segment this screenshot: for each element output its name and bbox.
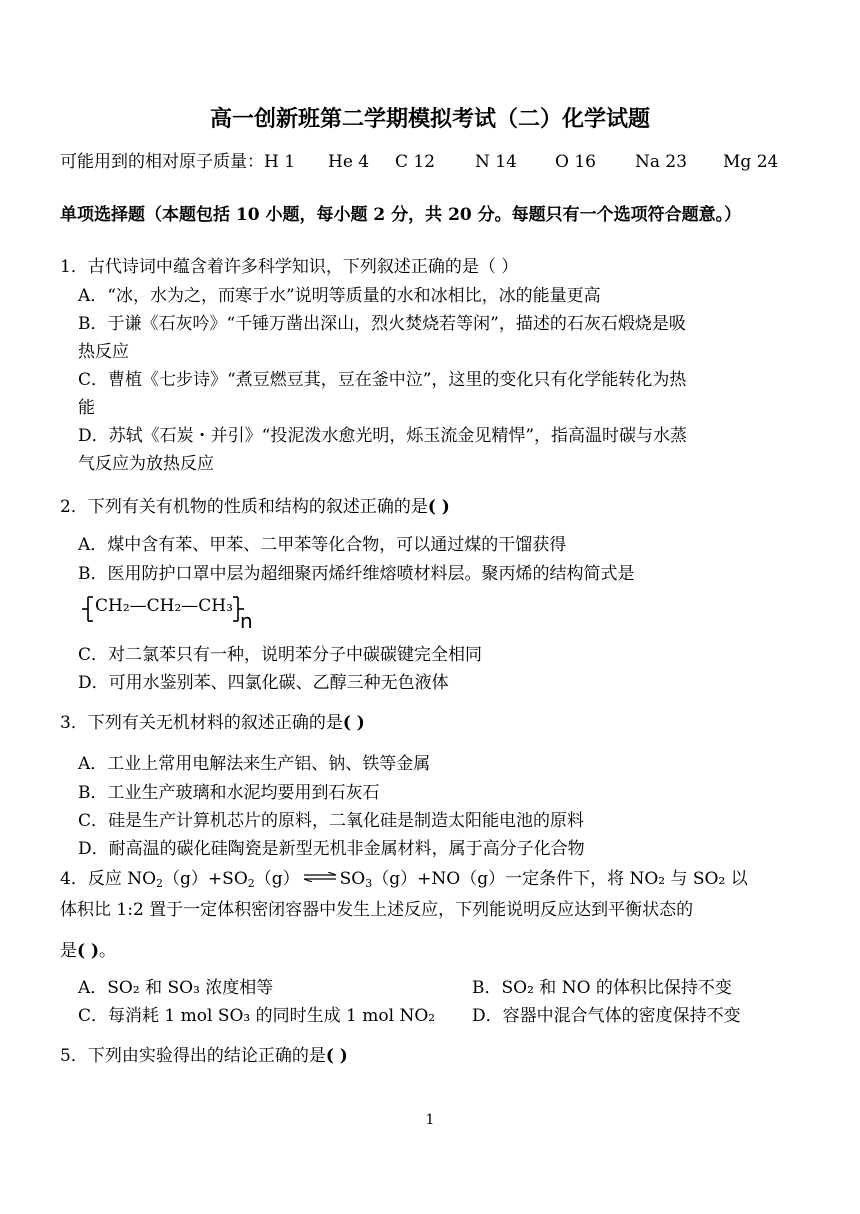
question-2-option-c: C．对二氯苯只有一种，说明苯分子中碳碳键完全相同 bbox=[78, 645, 483, 665]
question-3-option-b: B．工业生产玻璃和水泥均要用到石灰石 bbox=[78, 783, 380, 803]
question-4-stem-line3-end: 。 bbox=[99, 941, 117, 961]
equilibrium-arrow-icon bbox=[302, 872, 338, 882]
page-title: 高一创新班第二学期模拟考试（二）化学试题 bbox=[209, 106, 650, 132]
question-2-option-d: D．可用水鉴别苯、四氯化碳、乙醇三种无色液体 bbox=[78, 673, 449, 693]
question-4-option-c: C．每消耗 1 mol SO₃ 的同时生成 1 mol NO₂ bbox=[78, 1006, 436, 1026]
question-4-stem-line2: 体积比 1:2 置于一定体积密闭容器中发生上述反应，下列能说明反应达到平衡状态的 bbox=[60, 900, 694, 920]
question-2-option-a: A．煤中含有苯、甲苯、二甲苯等化合物，可以通过煤的干馏获得 bbox=[78, 535, 567, 555]
atomic-mass-item: N 14 bbox=[475, 152, 517, 172]
question-5-stem-text: 5．下列由实验得出的结论正确的是 bbox=[60, 1046, 326, 1066]
question-4-stem-line3-text: 是 bbox=[60, 941, 77, 961]
question-3-stem-text: 3．下列有关无机材料的叙述正确的是 bbox=[60, 713, 343, 733]
question-4-stem-suffix: 一定条件下，将 NO₂ 与 SO₂ 以 bbox=[505, 869, 748, 889]
answer-parentheses: ( ) bbox=[77, 941, 100, 961]
question-1-option-d: D．苏轼《石炭・并引》“投泥泼水愈光明，烁玉流金见精悍”，指高温时碳与水蒸 bbox=[78, 426, 688, 446]
question-1-option-c-cont: 能 bbox=[78, 398, 95, 418]
question-2-stem bbox=[60, 495, 450, 519]
question-2-stem-text: 2．下列有关有机物的性质和结构的叙述正确的是 bbox=[60, 497, 428, 517]
atomic-mass-label: 可能用到的相对原子质量： bbox=[60, 152, 264, 172]
page-number: 1 bbox=[425, 1112, 435, 1128]
polymer-repeat-unit: CH₂—CH₂—CH₃ bbox=[95, 596, 233, 616]
question-1-stem: 1．古代诗词中蕴含着许多科学知识，下列叙述正确的是（ ） bbox=[60, 257, 519, 277]
question-4-stem-line3 bbox=[60, 939, 116, 963]
question-4-option-b: B．SO₂ 和 NO 的体积比保持不变 bbox=[472, 978, 732, 998]
atomic-mass-line bbox=[60, 150, 778, 174]
atomic-mass-item: H 1 bbox=[264, 152, 296, 172]
answer-parentheses: ( ) bbox=[427, 497, 450, 517]
question-3-stem bbox=[60, 711, 365, 735]
atomic-mass-item: C 12 bbox=[395, 152, 436, 172]
atomic-mass-item: He 4 bbox=[328, 152, 370, 172]
polymer-degree-n: n bbox=[240, 609, 253, 633]
question-1-option-b-cont: 热反应 bbox=[78, 342, 129, 362]
question-4-stem: 4．反应 $NO_2(g)+SO_2(g)$ $SO_3(g)+NO(g)$一定条件下，将 NO₂ 与 SO₂ 以 bbox=[60, 869, 748, 890]
question-2-option-b: B．医用防护口罩中层为超细聚丙烯纤维熔喷材料层。聚丙烯的结构简式是 bbox=[78, 564, 635, 584]
answer-parentheses: ( ) bbox=[342, 713, 365, 733]
atomic-mass-item: Na 23 bbox=[635, 152, 688, 172]
question-4-option-a: A．SO₂ 和 SO₃ 浓度相等 bbox=[78, 978, 274, 998]
atomic-mass-item: Mg 24 bbox=[723, 152, 779, 172]
polypropylene-formula bbox=[82, 593, 252, 639]
question-4-option-d: D．容器中混合气体的密度保持不变 bbox=[472, 1006, 741, 1026]
question-1-option-c: C．曹植《七步诗》“煮豆燃豆萁，豆在釜中泣”，这里的变化只有化学能转化为热 bbox=[78, 370, 687, 390]
question-1-option-a: A．“冰，水为之，而寒于水”说明等质量的水和冰相比，冰的能量更高 bbox=[78, 286, 601, 306]
question-3-option-d: D．耐高温的碳化硅陶瓷是新型无机非金属材料，属于高分子化合物 bbox=[78, 839, 585, 859]
question-1-option-b: B．于谦《石灰吟》“千锤万凿出深山，烈火焚烧若等闲”，描述的石灰石煅烧是吸 bbox=[78, 314, 686, 334]
question-5-stem bbox=[60, 1044, 348, 1068]
question-3-option-c: C．硅是生产计算机芯片的原料，二氧化硅是制造太阳能电池的原料 bbox=[78, 811, 585, 831]
answer-parentheses: ( ) bbox=[325, 1046, 348, 1066]
question-3-option-a: A．工业上常用电解法来生产铝、钠、铁等金属 bbox=[78, 754, 431, 774]
atomic-mass-item: O 16 bbox=[555, 152, 596, 172]
question-4-stem-prefix: 4．反应 bbox=[60, 869, 128, 889]
section-heading: 单项选择题（本题包括 10 小题，每小题 2 分，共 20 分。每题只有一个选项符合题意。） bbox=[60, 205, 742, 225]
question-1-option-d-cont: 气反应为放热反应 bbox=[78, 454, 214, 474]
